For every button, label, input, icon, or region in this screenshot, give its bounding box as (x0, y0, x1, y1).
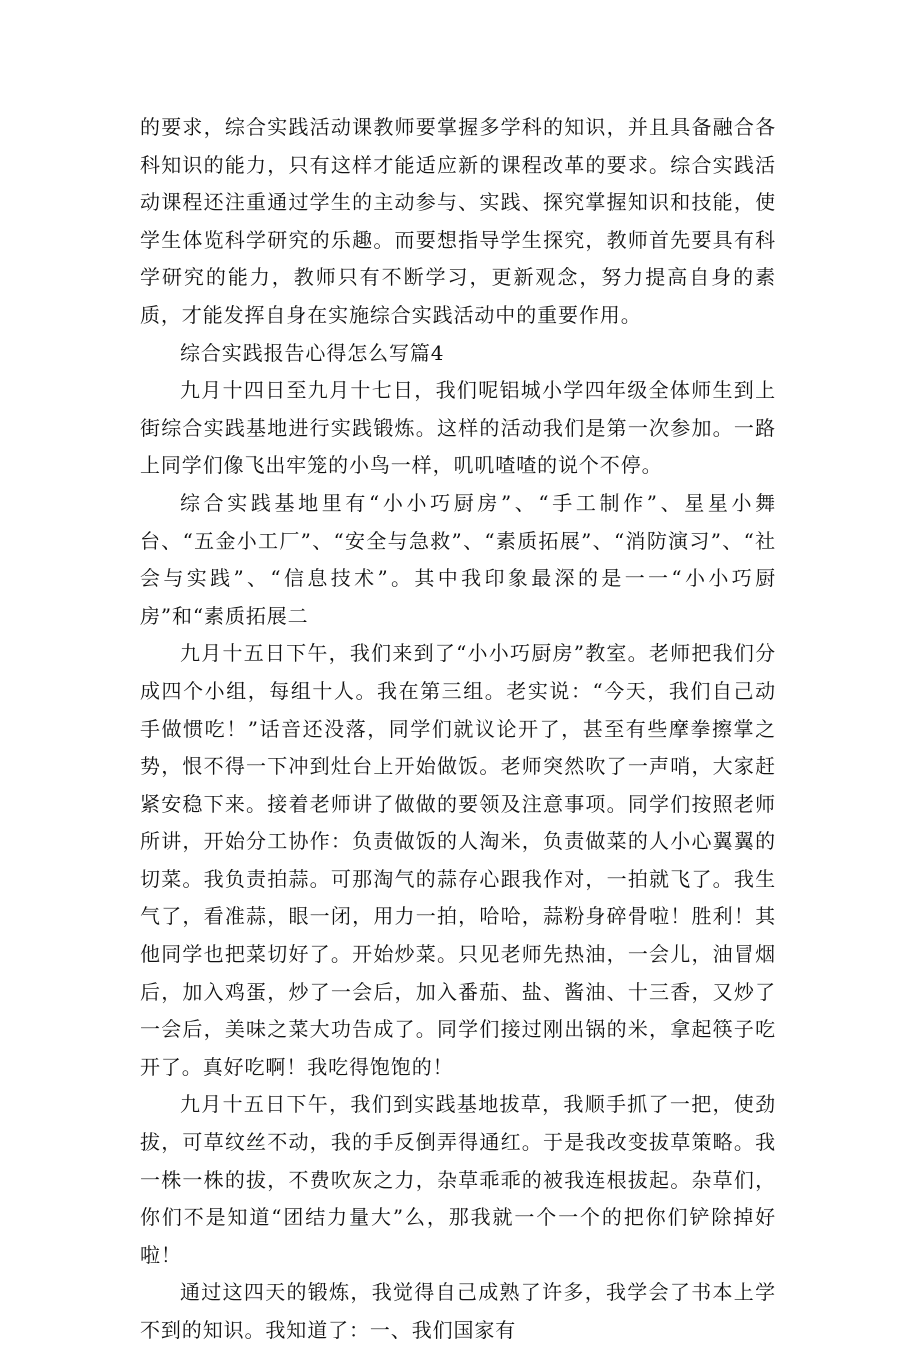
paragraph-continuation: 的要求，综合实践活动课教师要掌握多学科的知识，并且具备融合各科知识的能力，只有这样才能适应新的课程改革的要求。综合实践活动课程还注重通过学生的主动参与、实践、探究掌握知识和技能，使学生体览科学研究的乐趣。而要想指导学生探究，教师首先要具有科学研究的能力，教师只有不断学习，更新观念，努力提高自身的素质，才能发挥自身在实施综合实践活动中的重要作用。 (140, 115, 776, 327)
document-body (140, 109, 776, 1350)
paragraph-weeding: 九月十五日下午，我们到实践基地拔草，我顺手抓了一把，使劲拔，可草纹丝不动，我的手反倒弄得通红。于是我改变拔草策略。我一株一株的拔，不费吹灰之力，杂草乖乖的被我连根拔起。杂草们，你们不是知道“团结力量大”么，那我就一个一个的把你们铲除掉好啦！ (140, 1092, 776, 1267)
paragraph-kitchen: 九月十五日下午，我们来到了“小小巧厨房”教室。老师把我们分成四个小组，每组十人。我在第三组。老实说：“今天，我们自己动手做惯吃！”话音还没落，同学们就议论开了，甚至有些摩拳擦掌之势，恨不得一下冲到灶台上开始做饭。老师突然吹了一声哨，大家赶紧安稳下来。接着老师讲了做做的要领及注意事项。同学们按照老师所讲，开始分工协作：负责做饭的人淘米，负责做菜的人小心翼翼的切菜。我负责拍蒜。可那淘气的蒜存心跟我作对，一拍就飞了。我生气了，看准蒜，眼一闭，用力一拍，哈哈，蒜粉身碎骨啦！胜利！其他同学也把菜切好了。开始炒菜。只见老师先热油，一会儿，油冒烟后，加入鸡蛋，炒了一会后，加入番茄、盐、酱油、十三香，又炒了一会后，美味之菜大功告成了。同学们接过刚出锅的米，拿起筷子吃开了。真好吃啊！我吃得饱饱的！ (140, 641, 776, 1079)
paragraph-trip-intro: 九月十四日至九月十七日，我们呢铝城小学四年级全体师生到上街综合实践基地进行实践锻炼。这样的活动我们是第一次参加。一路上同学们像飞出牢笼的小鸟一样，叽叽喳喳的说个不停。 (140, 378, 776, 478)
paragraph-conclusion: 通过这四天的锻炼，我觉得自己成熟了许多，我学会了书本上学不到的知识。我知道了：一、我们国家有 (140, 1280, 776, 1342)
section-heading: 综合实践报告心得怎么写篇4 (180, 340, 445, 365)
paragraph-base-facilities: 综合实践基地里有“小小巧厨房”、“手工制作”、星星小舞台、“五金小工厂”、“安全与急救”、“素质拓展”、“消防演习”、“社会与实践”、“信息技术”。其中我印象最深的是一一“小小巧厨房”和“素质拓展二 (140, 490, 776, 628)
